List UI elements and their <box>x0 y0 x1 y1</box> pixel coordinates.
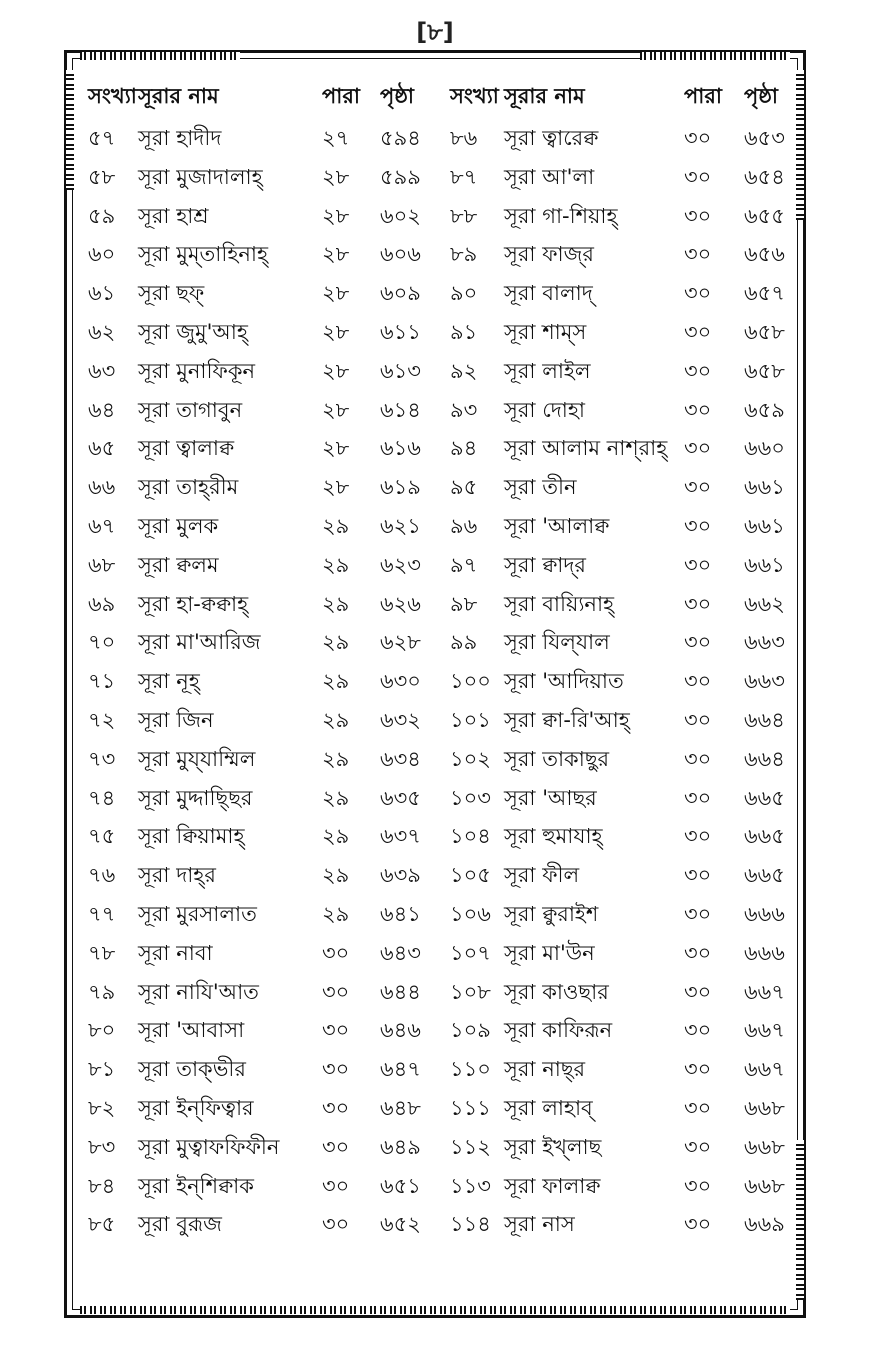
ornament-band-left <box>66 70 74 190</box>
page-2: ৬৫৬ <box>744 242 785 267</box>
para-2: ৩০ <box>684 707 712 732</box>
surah-number-2: ১০৯ <box>450 1018 491 1043</box>
surah-number: ৮২ <box>88 1095 116 1120</box>
table-row <box>84 778 792 817</box>
surah-number: ৭৯ <box>88 979 116 1004</box>
page-2: ৬৬৯ <box>744 1212 785 1237</box>
page-2: ৬৬৭ <box>744 1057 785 1082</box>
para: ৩০ <box>322 1212 350 1237</box>
page: ৬১১ <box>380 319 421 344</box>
page-2: ৬৫৭ <box>744 281 785 306</box>
para: ২৯ <box>322 591 350 616</box>
para: ৩০ <box>322 1018 350 1043</box>
surah-name: সূরা তাহ্‌রীম <box>138 475 239 500</box>
ornament-band-top-right <box>640 52 790 60</box>
surah-number-2: ১১০ <box>450 1057 491 1082</box>
surah-number: ৭৫ <box>88 824 116 849</box>
header-page-2: পৃষ্ঠা <box>744 84 779 108</box>
surah-number: ৬৭ <box>88 513 116 538</box>
surah-name-2: সূরা নাস <box>504 1212 575 1237</box>
para-2: ৩০ <box>684 242 712 267</box>
ornament-band-right-top <box>796 70 804 220</box>
page-number: [৮] <box>416 18 454 46</box>
para: ২৮ <box>322 319 350 344</box>
para-2: ৩০ <box>684 901 712 926</box>
surah-number-2: ৯২ <box>450 358 478 383</box>
surah-number-2: ১১১ <box>450 1095 491 1120</box>
table-row <box>84 157 792 196</box>
page: ৬৪৩ <box>380 940 421 965</box>
surah-name: সূরা ছফ্ <box>138 281 205 306</box>
table-row <box>84 1088 792 1127</box>
surah-name-2: সূরা হুমাযাহ্ <box>504 824 603 849</box>
surah-number-2: ১০৭ <box>450 940 491 965</box>
surah-number: ৬৪ <box>88 397 116 422</box>
surah-number-2: ১০৪ <box>450 824 491 849</box>
surah-name: সূরা মুদ্দাছ্ছির <box>138 785 253 810</box>
surah-number: ৭৭ <box>88 901 116 926</box>
page-2: ৬৫৫ <box>744 203 785 228</box>
surah-name: সূরা নাবা <box>138 940 213 965</box>
header-surah-name: সূরার নাম <box>138 84 219 108</box>
table-row <box>84 816 792 855</box>
page-2: ৬৬৫ <box>744 863 785 888</box>
surah-number: ৮০ <box>88 1018 116 1043</box>
table-row <box>84 545 792 584</box>
para-2: ৩০ <box>684 824 712 849</box>
surah-name: সূরা বুরূজ <box>138 1212 222 1237</box>
para-2: ৩০ <box>684 1212 712 1237</box>
surah-name-2: সূরা 'আছর <box>504 785 597 810</box>
page-2: ৬৬৪ <box>744 746 785 771</box>
ornament-band-right-bottom <box>796 1140 804 1300</box>
para: ৩০ <box>322 1134 350 1159</box>
para-2: ৩০ <box>684 475 712 500</box>
page: ৬১৪ <box>380 397 421 422</box>
table-row <box>84 933 792 972</box>
surah-name: সূরা মা'আরিজ <box>138 630 261 655</box>
surah-name: সূরা ত্বালাক্ব <box>138 436 235 461</box>
page-2: ৬৬৩ <box>744 630 785 655</box>
page: ৬০২ <box>380 203 421 228</box>
para: ২৭ <box>322 126 350 150</box>
header-para-2: পারা <box>684 84 722 108</box>
page: ৬৩৯ <box>380 863 421 888</box>
page: ৬২৮ <box>380 630 421 655</box>
surah-name: সূরা মুরসালাত <box>138 901 257 926</box>
surah-name-2: সূরা ফাজ্‌র <box>504 242 594 267</box>
page: ৬৪১ <box>380 901 421 926</box>
surah-number: ৭৪ <box>88 785 116 810</box>
ornament-band-bottom <box>80 1306 790 1314</box>
para: ৩০ <box>322 1057 350 1082</box>
para: ২৯ <box>322 552 350 577</box>
surah-number-2: ৯৩ <box>450 397 478 422</box>
surah-name-2: সূরা কাওছার <box>504 979 609 1004</box>
surah-number-2: ৮৮ <box>450 203 478 228</box>
surah-name: সূরা মুলক <box>138 513 219 538</box>
surah-number: ৬৩ <box>88 358 116 383</box>
surah-name: সূরা তাক্‌ভীর <box>138 1057 246 1082</box>
surah-name-2: সূরা 'আদিয়াত <box>504 669 624 694</box>
page-2: ৬৬৭ <box>744 979 785 1004</box>
page-2: ৬৬৬ <box>744 940 785 965</box>
page: ৬৪৪ <box>380 979 421 1004</box>
surah-number: ৫৮ <box>88 164 116 189</box>
surah-number-2: ১০২ <box>450 746 491 771</box>
surah-name: সূরা ক্বিয়ামাহ্ <box>138 824 245 849</box>
surah-name-2: সূরা আলাম নাশ্‌রাহ্ <box>504 436 668 461</box>
para: ২৯ <box>322 630 350 655</box>
page-2: ৬৬১ <box>744 513 785 538</box>
surah-name: সূরা ইন্‌ফিত্বার <box>138 1095 254 1120</box>
para-2: ৩০ <box>684 1095 712 1120</box>
para: ২৮ <box>322 475 350 500</box>
para: ৩০ <box>322 979 350 1004</box>
para: ২৮ <box>322 436 350 461</box>
surah-name: সূরা হাশ্র <box>138 203 209 228</box>
page-2: ৬৬৫ <box>744 824 785 849</box>
surah-number: ৮৪ <box>88 1173 116 1198</box>
page: ৬৪৭ <box>380 1057 421 1082</box>
para-2: ৩০ <box>684 746 712 771</box>
surah-name-2: সূরা মা'উন <box>504 940 595 965</box>
surah-name-2: সূরা ক্বা-রি'আহ্ <box>504 707 630 732</box>
surah-number-2: ৯৯ <box>450 630 478 655</box>
page: ৫৯৪ <box>380 126 421 150</box>
surah-number: ৭৬ <box>88 863 116 888</box>
surah-name: সূরা মুজাদালাহ্ <box>138 164 263 189</box>
table-row <box>84 855 792 894</box>
surah-number-2: ৮৬ <box>450 126 478 150</box>
page-2: ৬৬৭ <box>744 1018 785 1043</box>
para: ২৮ <box>322 358 350 383</box>
table-row <box>84 506 792 545</box>
surah-name-2: সূরা কাফিরূন <box>504 1018 613 1043</box>
page: ৬৩২ <box>380 707 421 732</box>
surah-number-2: ১০০ <box>450 669 491 694</box>
surah-number: ৫৯ <box>88 203 116 228</box>
surah-number-2: ৯৭ <box>450 552 478 577</box>
page: ৬৪৯ <box>380 1134 421 1159</box>
surah-name: সূরা নূহ্ <box>138 669 200 694</box>
surah-number-2: ৯৮ <box>450 591 478 616</box>
surah-number-2: ৯০ <box>450 281 478 306</box>
para-2: ৩০ <box>684 513 712 538</box>
surah-number-2: ৮৯ <box>450 242 478 267</box>
para-2: ৩০ <box>684 319 712 344</box>
page-2: ৬৬৫ <box>744 785 785 810</box>
surah-number-2: ৯১ <box>450 319 478 344</box>
table-row <box>84 312 792 351</box>
table-row <box>84 661 792 700</box>
surah-name: সূরা হাদীদ <box>138 126 222 150</box>
table-row <box>84 234 792 273</box>
table-row <box>84 428 792 467</box>
surah-number: ৭০ <box>88 630 116 655</box>
para-2: ৩০ <box>684 1134 712 1159</box>
surah-name-2: সূরা নাছ্‌র <box>504 1057 586 1082</box>
para-2: ৩০ <box>684 1018 712 1043</box>
page-2: ৬৫৪ <box>744 164 785 189</box>
page: ৬৩৪ <box>380 746 421 771</box>
page: ৬৩০ <box>380 669 421 694</box>
surah-name-2: সূরা যিল্‌যাল <box>504 630 610 655</box>
surah-number: ৬২ <box>88 319 116 344</box>
surah-number: ৬৫ <box>88 436 116 461</box>
page: ৬০৯ <box>380 281 421 306</box>
surah-name: সূরা 'আবাসা <box>138 1018 245 1043</box>
surah-number: ৮৫ <box>88 1212 116 1237</box>
page: ৬১৯ <box>380 475 421 500</box>
surah-name-2: সূরা বালাদ্ <box>504 281 593 306</box>
para-2: ৩০ <box>684 591 712 616</box>
page-2: ৬৫৯ <box>744 397 785 422</box>
surah-name-2: সূরা লাহাব্ <box>504 1095 593 1120</box>
surah-number: ৬১ <box>88 281 116 306</box>
surah-name: সূরা মুনাফিকূন <box>138 358 256 383</box>
surah-name-2: সূরা গা-শিয়াহ্ <box>504 203 618 228</box>
surah-number: ৭২ <box>88 707 116 732</box>
surah-number-2: ১০৮ <box>450 979 491 1004</box>
para: ৩০ <box>322 1173 350 1198</box>
surah-number-2: ১০১ <box>450 707 491 732</box>
surah-number: ৬৯ <box>88 591 116 616</box>
surah-name-2: সূরা 'আলাক্ব <box>504 513 610 538</box>
para-2: ৩০ <box>684 669 712 694</box>
para-2: ৩০ <box>684 630 712 655</box>
page: ৬২৬ <box>380 591 421 616</box>
surah-number: ৭১ <box>88 669 116 694</box>
surah-name: সূরা মুত্বাফফিফীন <box>138 1134 280 1159</box>
header-number-2: সংখ্যা <box>450 84 499 108</box>
page-2: ৬৬১ <box>744 475 785 500</box>
surah-name: সূরা দাহ্‌র <box>138 863 216 888</box>
surah-name-2: সূরা ত্বারেক্ব <box>504 126 599 150</box>
para: ২৯ <box>322 863 350 888</box>
page-2: ৬৫৮ <box>744 319 785 344</box>
table-body <box>84 118 792 1243</box>
table-row <box>84 390 792 429</box>
table-row <box>84 1166 792 1205</box>
surah-number: ৮১ <box>88 1057 116 1082</box>
surah-number-2: ৮৭ <box>450 164 478 189</box>
surah-name-2: সূরা তাকাছুর <box>504 746 610 771</box>
page-2: ৬৬৪ <box>744 707 785 732</box>
table-header-row <box>84 78 792 118</box>
para-2: ৩০ <box>684 358 712 383</box>
surah-name: সূরা তাগাবুন <box>138 397 243 422</box>
page: ৫৯৯ <box>380 164 421 189</box>
surah-number: ৬০ <box>88 242 116 267</box>
page-2: ৬৫৩ <box>744 126 785 150</box>
surah-name-2: সূরা ফীল <box>504 863 580 888</box>
surah-number-2: ৯৫ <box>450 475 478 500</box>
para: ২৯ <box>322 901 350 926</box>
table-row <box>84 118 792 157</box>
para-2: ৩০ <box>684 785 712 810</box>
surah-name-2: সূরা লাইল <box>504 358 591 383</box>
surah-name-2: সূরা ফালাক্ব <box>504 1173 601 1198</box>
para: ২৯ <box>322 785 350 810</box>
surah-name-2: সূরা তীন <box>504 475 577 500</box>
para-2: ৩০ <box>684 863 712 888</box>
table-row <box>84 1049 792 1088</box>
para-2: ৩০ <box>684 979 712 1004</box>
page: ৬১৬ <box>380 436 421 461</box>
page: ৬৫২ <box>380 1212 421 1237</box>
table-row <box>84 1204 792 1243</box>
page-2: ৬৬১ <box>744 552 785 577</box>
page: ৬০৬ <box>380 242 421 267</box>
para-2: ৩০ <box>684 552 712 577</box>
surah-name: সূরা মুয্‌যাম্মিল <box>138 746 256 771</box>
para: ২৯ <box>322 707 350 732</box>
table-row <box>84 700 792 739</box>
para: ৩০ <box>322 1095 350 1120</box>
surah-name-2: সূরা ক্বাদ্‌র <box>504 552 586 577</box>
page: ৬২৩ <box>380 552 421 577</box>
table-row <box>84 622 792 661</box>
para: ২৮ <box>322 203 350 228</box>
para-2: ৩০ <box>684 1057 712 1082</box>
page-2: ৬৬০ <box>744 436 785 461</box>
page: ৬৪৬ <box>380 1018 421 1043</box>
page-2: ৬৬৮ <box>744 1173 785 1198</box>
surah-number: ৬৮ <box>88 552 116 577</box>
surah-name: সূরা ইন্‌শিক্বাক <box>138 1173 254 1198</box>
para-2: ৩০ <box>684 126 712 150</box>
para: ২৯ <box>322 669 350 694</box>
para: ২৮ <box>322 242 350 267</box>
surah-name: সূরা জুমু'আহ্ <box>138 319 248 344</box>
surah-index-table <box>84 78 792 1243</box>
table-row <box>84 1127 792 1166</box>
table-row <box>84 739 792 778</box>
page-2: ৬৫৮ <box>744 358 785 383</box>
para-2: ৩০ <box>684 397 712 422</box>
para: ২৮ <box>322 164 350 189</box>
table-row <box>84 273 792 312</box>
table-row <box>84 894 792 933</box>
page-2: ৬৬৩ <box>744 669 785 694</box>
page: ৬৫১ <box>380 1173 421 1198</box>
header-para: পারা <box>322 84 360 108</box>
surah-number: ৫৭ <box>88 126 116 150</box>
page-2: ৬৬৮ <box>744 1134 785 1159</box>
surah-name: সূরা হা-ক্বক্বাহ্ <box>138 591 249 616</box>
surah-name: সূরা মুম্‌তাহিনাহ্ <box>138 242 269 267</box>
para-2: ৩০ <box>684 281 712 306</box>
para-2: ৩০ <box>684 203 712 228</box>
page: ৬৩৫ <box>380 785 421 810</box>
table-row <box>84 584 792 623</box>
surah-name-2: সূরা ক্বুরাইশ <box>504 901 599 926</box>
page: ৬৩৭ <box>380 824 421 849</box>
header-number: সংখ্যা <box>88 84 137 108</box>
surah-number: ৬৬ <box>88 475 116 500</box>
surah-number-2: ১১৩ <box>450 1173 491 1198</box>
surah-number-2: ১০৩ <box>450 785 491 810</box>
header-page: পৃষ্ঠা <box>380 84 415 108</box>
surah-name: সূরা ক্বলম <box>138 552 219 577</box>
page: ৬৪৮ <box>380 1095 421 1120</box>
surah-number-2: ১০৫ <box>450 863 491 888</box>
surah-number: ৮৩ <box>88 1134 116 1159</box>
page: ৬২১ <box>380 513 421 538</box>
para: ২৮ <box>322 397 350 422</box>
para-2: ৩০ <box>684 164 712 189</box>
para-2: ৩০ <box>684 940 712 965</box>
surah-name-2: সূরা আ'লা <box>504 164 595 189</box>
para-2: ৩০ <box>684 1173 712 1198</box>
table-row <box>84 972 792 1011</box>
table-row <box>84 1010 792 1049</box>
surah-name-2: সূরা শাম্‌স <box>504 319 587 344</box>
surah-number: ৭৮ <box>88 940 116 965</box>
surah-name: সূরা নাযি'আত <box>138 979 259 1004</box>
surah-name-2: সূরা দোহা <box>504 397 585 422</box>
para: ২৮ <box>322 281 350 306</box>
surah-name: সূরা জিন <box>138 707 214 732</box>
header-surah-name-2: সূরার নাম <box>504 84 585 108</box>
surah-number-2: ১১৪ <box>450 1212 491 1237</box>
page-2: ৬৬৬ <box>744 901 785 926</box>
para: ২৯ <box>322 824 350 849</box>
page-2: ৬৬৮ <box>744 1095 785 1120</box>
surah-number-2: ৯৬ <box>450 513 478 538</box>
page-2: ৬৬২ <box>744 591 785 616</box>
para: ২৯ <box>322 746 350 771</box>
surah-number-2: ৯৪ <box>450 436 478 461</box>
table-row <box>84 351 792 390</box>
surah-number-2: ১০৬ <box>450 901 491 926</box>
para: ২৯ <box>322 513 350 538</box>
surah-name-2: সূরা বায়্যিনাহ্ <box>504 591 615 616</box>
para: ৩০ <box>322 940 350 965</box>
ornament-band-top-left <box>80 52 240 60</box>
surah-name-2: সূরা ইখ্‌লাছ <box>504 1134 602 1159</box>
surah-number-2: ১১২ <box>450 1134 491 1159</box>
table-row <box>84 467 792 506</box>
para-2: ৩০ <box>684 436 712 461</box>
table-row <box>84 196 792 235</box>
page: ৬১৩ <box>380 358 421 383</box>
surah-number: ৭৩ <box>88 746 116 771</box>
